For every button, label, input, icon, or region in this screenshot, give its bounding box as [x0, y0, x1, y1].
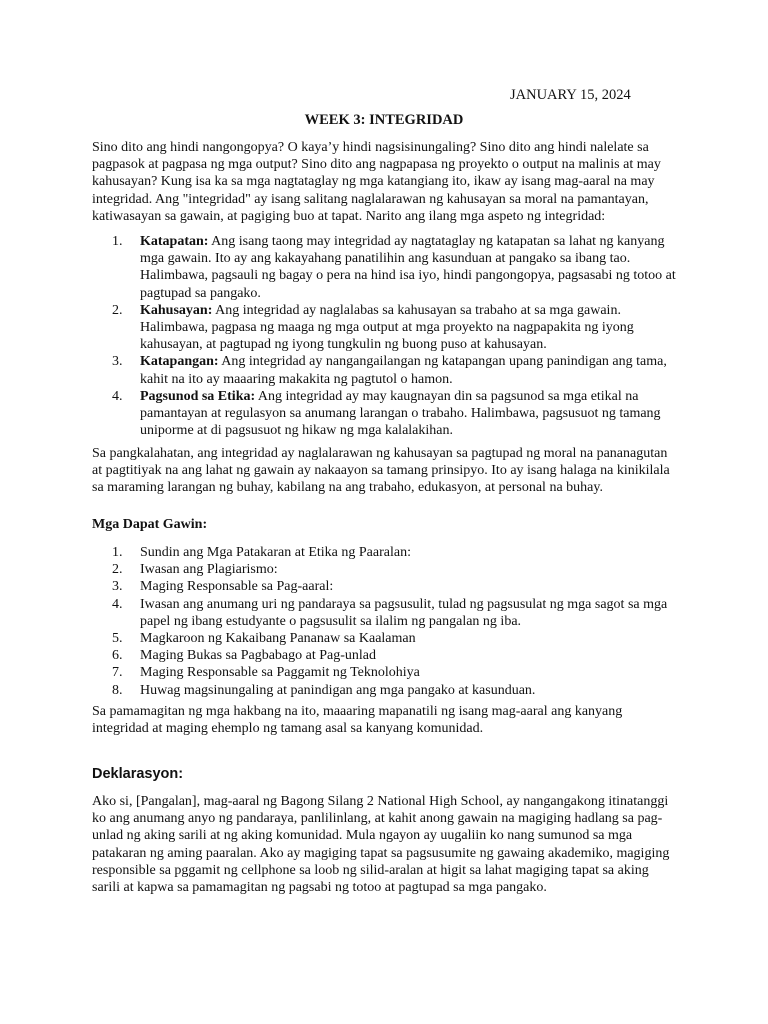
- list-item: [112, 682, 682, 699]
- aspect-text: Ang integridad ay nangangailangan ng katapangan upang panindigan ang tama, kahit na ito ay maaaring makakita ng pagtutol o hamon.: [140, 354, 667, 387]
- list-text: Sundin ang Mga Patakaran at Etika ng Paaralan:: [140, 545, 411, 560]
- list-item: [112, 664, 682, 681]
- list-number: 3.: [112, 579, 123, 595]
- aspect-term: Katapangan:: [140, 354, 219, 370]
- list-number: 2.: [112, 562, 123, 578]
- aspect-text: Ang isang taong may integridad ay nagtataglay ng katapatan sa lahat ng kanyang mga gawain. Ito ay ang kakayahang panatilihin ang kasunduan at pangako sa ibang tao. Halimbawa, pagsauli ng bagay o pera na hind isa iyo, hindi pangongopya, pagsasabi ng totoo at pagtupad sa pangako.: [140, 234, 676, 301]
- deklarasyon-paragraph: Ako si, [Pangalan], mag-aaral ng Bagong Silang 2 National High School, ay nangangakong itinatanggi ko ang anumang anyo ng pandaraya, panlilinlang, at kahit anong gawain na magiging hadlang sa pag-unlad ng aking sarili at ng aking komunidad. Mula ngayon ay uugaliin ko nang sumunod sa mga patakaran ng aming paaralan. Ako ay magiging tapat sa pagsusumite ng gawaing akademiko, magiging responsible sa pggamit ng cellphone sa loob ng silid-aralan at higit sa lahat magiging tapat sa aking sarili at kapwa sa pamamagitan ng pagsabi ng totoo at pagtupad sa mga pangako.: [92, 794, 670, 896]
- list-item: [112, 647, 682, 664]
- list-number: 4.: [112, 596, 123, 612]
- list-text: Maging Responsable sa Paggamit ng Teknolohiya: [140, 665, 420, 681]
- aspect-text: Ang integridad ay may kaugnayan din sa pagsunod sa mga etikal na pamantayan at regulasyon sa anumang larangan o trabaho. Halimbawa, pagsusuot ng tamang uniporme at di pagsusuot ng hikaw ng mga kalalakihan.: [140, 388, 661, 439]
- list-item: [112, 302, 682, 354]
- list-text: Maging Responsable sa Pag-aaral:: [140, 579, 334, 595]
- aspect-text: Ang integridad ay naglalabas sa kahusayan sa trabaho at sa mga gawain. Halimbawa, pagpasa ng maaga ng mga output at mga proyekto na nagpapakita ng iyong kahusayan, at pagtupad ng iyong tungkulin ng buong puso at kahusayan.: [140, 302, 634, 353]
- list-item: [112, 561, 682, 578]
- document-date: JANUARY 15, 2024: [510, 87, 631, 103]
- list-item: [112, 578, 682, 595]
- list-text: Maging Bukas sa Pagbabago at Pag-unlad: [140, 648, 377, 664]
- list-number: 3.: [112, 354, 123, 370]
- closing-paragraph: Sa pamamagitan ng mga hakbang na ito, maaaring mapanatili ng isang mag-aaral ang kanyang integridad at maging ehemplo ng tamang asal sa kanyang komunidad.: [92, 704, 623, 737]
- document-title: WEEK 3: INTEGRIDAD: [304, 112, 464, 128]
- list-number: 8.: [112, 682, 123, 698]
- aspect-term: Pagsunod sa Etika:: [140, 388, 256, 404]
- list-item: [112, 630, 682, 647]
- gawin-heading: Mga Dapat Gawin:: [92, 517, 208, 532]
- aspects-list: [112, 233, 682, 439]
- list-number: 4.: [112, 388, 123, 404]
- aspect-term: Katapatan:: [140, 234, 209, 249]
- list-number: 1.: [112, 234, 123, 249]
- deklarasyon-heading: Deklarasyon:: [92, 766, 184, 782]
- list-number: 1.: [112, 545, 123, 560]
- list-item: [112, 353, 682, 387]
- list-item: [112, 596, 682, 630]
- list-item: [112, 233, 682, 302]
- list-number: 5.: [112, 631, 123, 647]
- list-text: Magkaroon ng Kakaibang Pananaw sa Kaalaman: [140, 631, 416, 647]
- list-number: 6.: [112, 648, 123, 664]
- list-text: Iwasan ang Plagiarismo:: [140, 562, 278, 578]
- list-text: Iwasan ang anumang uri ng pandaraya sa pagsusulit, tulad ng pagsusulat ng mga sagot sa mga papel ng ibang estudyante o pagsusulit sa ilalim ng pangalan ng iba.: [140, 596, 668, 629]
- list-text: Huwag magsinungaling at panindigan ang mga pangako at kasunduan.: [140, 682, 536, 698]
- list-item: [112, 388, 682, 440]
- aspect-term: Kahusayan:: [140, 302, 213, 318]
- list-number: 2.: [112, 302, 123, 318]
- list-item: [112, 544, 682, 561]
- gawin-list: [112, 544, 682, 699]
- list-number: 7.: [112, 665, 123, 681]
- intro-paragraph: Sino dito ang hindi nangongopya? O kaya’y hindi nagsisinungaling? Sino dito ang hindi nalelate sa pagpasok at pagpasa ng mga output? Sino dito ang nagpapasa ng proyekto o output na malinis at may kahusayan? Kung isa ka sa mga nagtataglay ng mga katangiang ito, ikaw ay isang mag-aaral na may integridad. Ang "integridad" ay isang salitang naglalarawan ng kahusayan sa moral na pamantayan, katiwasayan sa gawain, at pagiging buo at tapat. Narito ang ilang mga aspeto ng integridad:: [92, 140, 661, 224]
- summary-paragraph: Sa pangkalahatan, ang integridad ay naglalarawan ng kahusayan sa pagtupad ng moral na pananagutan at pagtitiyak na ang lahat ng gawain ay nakaayon sa tamang prinsipyo. Ito ay isang halaga na kinikilala sa maraming larangan ng buhay, kabilang na ang trabaho, edukasyon, at personal na buhay.: [92, 446, 670, 496]
